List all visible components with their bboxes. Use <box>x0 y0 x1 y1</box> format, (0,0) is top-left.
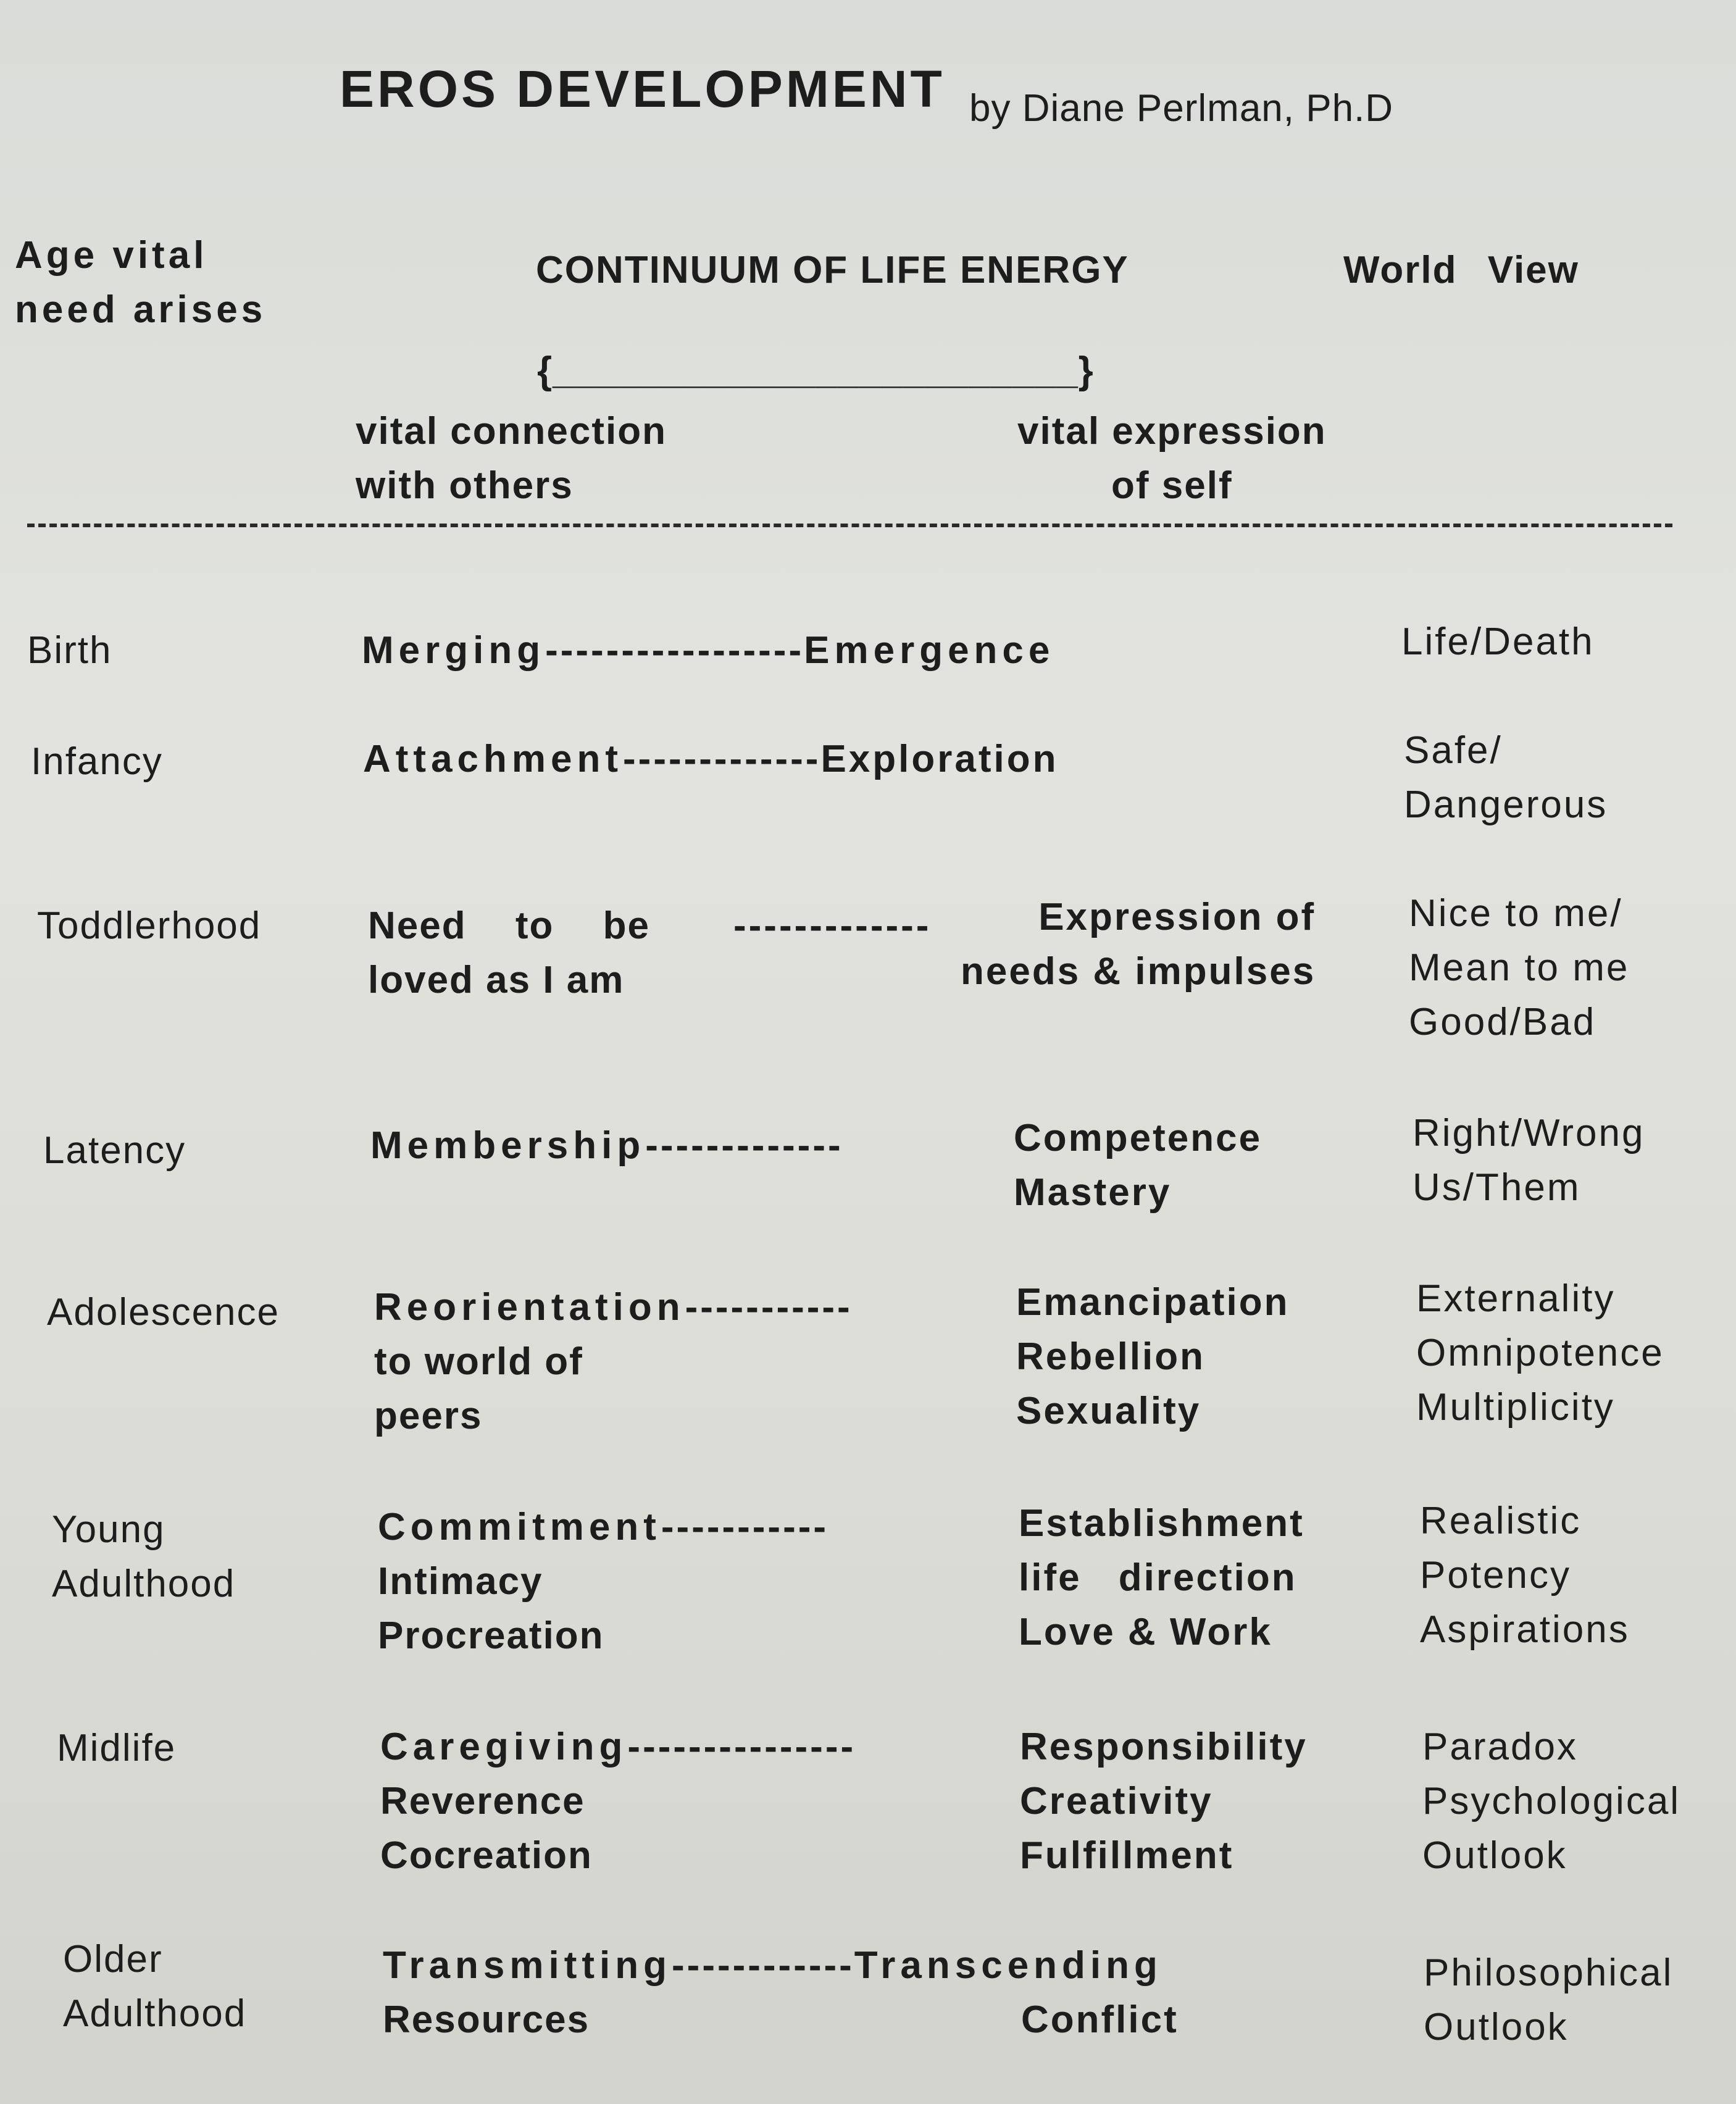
expression-line: Fulfillment <box>1020 1834 1234 1877</box>
worldview-line: Potency <box>1420 1554 1572 1597</box>
expression-line: Mastery <box>1014 1171 1172 1214</box>
expression-line: Competence <box>1014 1117 1262 1159</box>
expression-line: needs & impulses <box>961 950 1316 993</box>
worldview-line: Life/Death <box>1401 620 1595 663</box>
left-term-toddlerhood <box>368 899 650 1008</box>
age-latency <box>43 1124 186 1178</box>
worldview-older-adulthood <box>1424 1946 1673 2055</box>
continuum-infancy <box>363 732 1058 787</box>
left-pole-label <box>356 404 667 513</box>
expression-line: Establishment <box>1019 1502 1304 1545</box>
continuum-adolescence <box>374 1280 853 1443</box>
expression-line: Responsibility <box>1020 1726 1308 1768</box>
age-line: Latency <box>43 1129 186 1172</box>
connection-term: Commitment <box>378 1506 661 1548</box>
worldview-line: Outlook <box>1424 2006 1569 2048</box>
worldview-young-adulthood <box>1420 1494 1630 1657</box>
right-term-adolescence <box>1016 1275 1290 1438</box>
connection-line: Resources <box>383 1998 590 2041</box>
connection-line: peers <box>374 1395 483 1437</box>
right-pole-label <box>1017 404 1327 513</box>
connection-line: Reverence <box>380 1780 585 1822</box>
expression-line: Emancipation <box>1016 1281 1290 1324</box>
right-pole-line-1: vital expression <box>1017 410 1327 453</box>
age-line: Adulthood <box>63 1992 247 2035</box>
age-line: Adolescence <box>47 1291 280 1334</box>
continuum-header: CONTINUUM OF LIFE ENERGY <box>536 249 1129 291</box>
continuum-dashes: ------------- <box>623 738 821 780</box>
age-line: Toddlerhood <box>37 904 262 947</box>
continuum-dashes: ----------------- <box>545 629 804 672</box>
worldview-line: Safe/ <box>1404 729 1503 772</box>
continuum-dashes: ------------- <box>733 904 932 947</box>
expression-term: Exploration <box>820 738 1059 780</box>
age-line: Young <box>52 1508 165 1551</box>
worldview-birth <box>1401 615 1595 669</box>
worldview-line: Outlook <box>1422 1834 1567 1877</box>
expression-line: Rebellion <box>1016 1335 1206 1378</box>
age-midlife <box>57 1721 176 1776</box>
document-title: EROS DEVELOPMENT <box>340 60 945 118</box>
right-pole-line-2: of self <box>1111 464 1233 507</box>
continuum-birth <box>362 624 1054 678</box>
age-line: Midlife <box>57 1727 177 1769</box>
worldview-line: Philosophical <box>1424 1952 1674 1994</box>
age-older-adulthood <box>63 1932 246 2041</box>
worldview-line: Aspirations <box>1420 1608 1630 1651</box>
connection-line: Intimacy <box>378 1560 543 1603</box>
age-line: Adulthood <box>52 1563 236 1605</box>
connection-term: Membership <box>370 1124 646 1167</box>
right-term-latency <box>1014 1111 1262 1220</box>
continuum-latency <box>370 1119 843 1173</box>
age-infancy <box>31 735 163 789</box>
continuum-dashes: ------------ <box>672 1944 854 1987</box>
connection-line: loved as I am <box>368 959 625 1001</box>
right-term-older-adulthood <box>1021 1993 1179 2047</box>
right-term-young-adulthood <box>1019 1497 1304 1659</box>
worldview-line: Nice to me/ <box>1409 892 1623 935</box>
worldview-toddlerhood <box>1409 887 1629 1050</box>
world-view-header: World View <box>1343 249 1579 291</box>
continuum-brace: {________________________} <box>537 349 1094 392</box>
worldview-midlife <box>1422 1720 1680 1883</box>
connection-term: Attachment <box>363 738 624 780</box>
worldview-line: Multiplicity <box>1416 1386 1615 1429</box>
worldview-line: Us/Them <box>1413 1166 1581 1209</box>
worldview-adolescence <box>1416 1272 1664 1435</box>
age-line: Older <box>63 1938 163 1981</box>
age-adolescence <box>47 1285 280 1340</box>
continuum-young-adulthood <box>378 1500 828 1663</box>
worldview-line: Dangerous <box>1404 783 1608 826</box>
worldview-line: Paradox <box>1422 1726 1578 1768</box>
continuum-dashes: ----------- <box>661 1506 829 1548</box>
age-column-header: Age vital need arises <box>15 234 267 331</box>
worldview-infancy <box>1404 724 1608 832</box>
expression-line: Love & Work <box>1019 1611 1272 1653</box>
connection-term: Merging <box>362 629 546 672</box>
connection-line: Procreation <box>378 1614 604 1657</box>
right-term-toddlerhood <box>961 890 1316 999</box>
connection-term: Caregiving <box>380 1726 628 1768</box>
worldview-latency <box>1413 1106 1645 1215</box>
expression-line: Conflict <box>1021 1998 1179 2041</box>
continuum-dashes: ------------- <box>645 1124 843 1167</box>
worldview-line: Good/Bad <box>1409 1001 1596 1043</box>
continuum-dashes: --------------- <box>627 1726 856 1768</box>
connection-term: Transmitting <box>383 1944 672 1987</box>
age-toddlerhood <box>37 899 261 953</box>
connection-term: Reorientation <box>374 1286 685 1329</box>
header-divider <box>27 524 1672 527</box>
expression-line: Sexuality <box>1016 1390 1201 1432</box>
connection-line: to world of <box>374 1340 583 1383</box>
worldview-line: Psychological <box>1422 1780 1681 1822</box>
worldview-line: Mean to me <box>1409 946 1630 989</box>
age-line: Birth <box>27 629 112 672</box>
connection-line: Need to be <box>368 904 650 947</box>
expression-term: Emergence <box>804 629 1055 672</box>
worldview-line: Externality <box>1416 1277 1616 1320</box>
left-pole-line-2: with others <box>356 464 574 507</box>
continuum-dashes: ----------- <box>685 1286 853 1329</box>
age-birth <box>27 624 112 678</box>
worldview-line: Omnipotence <box>1416 1332 1664 1374</box>
expression-line: Creativity <box>1020 1780 1213 1822</box>
age-line: Infancy <box>31 740 163 783</box>
right-term-midlife <box>1020 1720 1308 1883</box>
continuum-midlife <box>380 1720 856 1883</box>
left-pole-line-1: vital connection <box>356 410 667 453</box>
worldview-line: Realistic <box>1420 1500 1582 1542</box>
expression-line: Expression of <box>1038 896 1316 938</box>
author-byline: by Diane Perlman, Ph.D <box>969 87 1394 130</box>
age-young-adulthood <box>52 1503 235 1611</box>
connection-line: Cocreation <box>380 1834 593 1877</box>
worldview-line: Right/Wrong <box>1413 1112 1645 1154</box>
expression-term: Transcending <box>854 1944 1162 1987</box>
expression-line: life direction <box>1019 1556 1297 1599</box>
